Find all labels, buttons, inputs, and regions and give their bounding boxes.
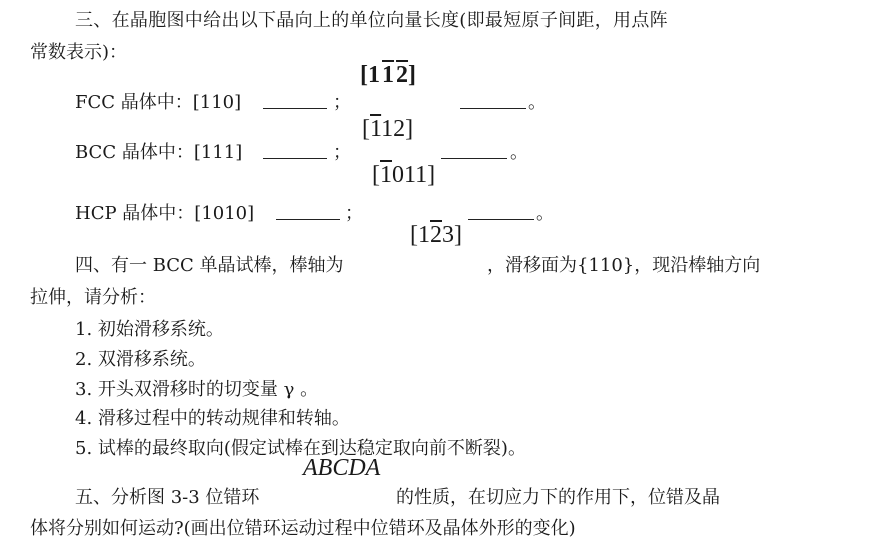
q3-fcc-end: 。 xyxy=(528,92,546,113)
q5-text-line-2: 体将分别如何运动?(画出位错环运动过程中位错环及晶体外形的变化) xyxy=(30,518,576,539)
q3-bcc-blank-2[interactable] xyxy=(441,157,507,159)
q4-item-3: 3. 开头双滑移时的切变量 γ 。 xyxy=(75,379,319,400)
q3-fcc-separator: ； xyxy=(333,92,351,113)
q3-hcp-end: 。 xyxy=(536,203,554,224)
q3-bcc-blank-1[interactable] xyxy=(263,157,327,159)
q3-fcc-blank-1[interactable] xyxy=(263,107,327,109)
q4-text-line-1b: ，滑移面为{110}，现沿棒轴方向 xyxy=(487,255,761,276)
q3-hcp-blank-1[interactable] xyxy=(276,218,340,220)
q4-item-1: 1. 初始滑移系统。 xyxy=(75,319,224,340)
q3-bcc-direction-index: [112] xyxy=(362,116,414,142)
q3-fcc-label: FCC 晶体中：[110] xyxy=(75,92,242,113)
q4-rod-axis-index: [123] xyxy=(410,222,462,248)
q5-dislocation-loop-label: ABCDA xyxy=(303,455,381,481)
q3-fcc-blank-2[interactable] xyxy=(460,107,526,109)
q3-bcc-end: 。 xyxy=(510,142,528,163)
q3-text-line-1: 三、在晶胞图中给出以下晶向上的单位向量长度(即最短原子间距，用点阵 xyxy=(75,10,668,31)
q4-text-line-1a: 四、有一 BCC 单晶试棒，棒轴为 xyxy=(75,255,344,276)
q3-bcc-separator: ； xyxy=(333,142,351,163)
q3-hcp-blank-2[interactable] xyxy=(468,218,534,220)
q4-text-line-2: 拉伸，请分析： xyxy=(30,287,156,308)
q3-fcc-direction-index: [1 1 2] xyxy=(360,62,417,88)
q3-hcp-separator: ； xyxy=(345,203,363,224)
q5-text-line-1b: 的性质，在切应力下的作用下，位错及晶 xyxy=(396,487,720,508)
q4-item-5: 5. 试棒的最终取向(假定试棒在到达稳定取向前不断裂)。 xyxy=(75,438,526,459)
q5-text-line-1a: 五、分析图 3-3 位错环 xyxy=(75,487,260,508)
q4-item-2: 2. 双滑移系统。 xyxy=(75,349,206,370)
q3-hcp-direction-index: [1011] xyxy=(372,162,436,188)
q4-item-4: 4. 滑移过程中的转动规律和转轴。 xyxy=(75,408,350,429)
q3-hcp-label: HCP 晶体中：[1010] xyxy=(75,203,255,224)
q3-bcc-label: BCC 晶体中：[111] xyxy=(75,142,243,163)
q3-text-line-2: 常数表示)： xyxy=(30,42,128,63)
